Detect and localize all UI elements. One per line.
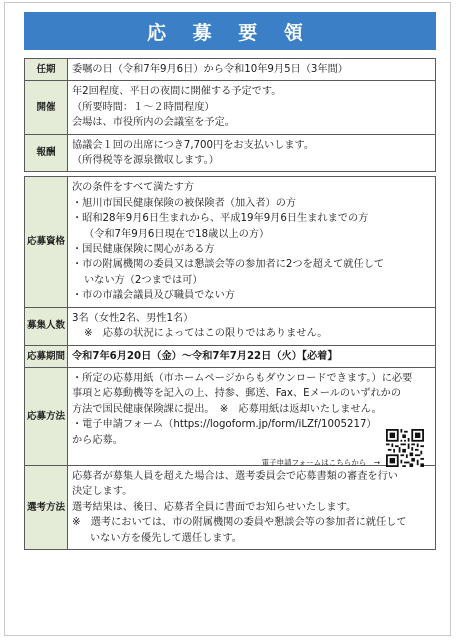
qualification-line: ・旭川市国民健康保険の被保険者（加入者）の方 [72,197,297,209]
row-method [25,367,436,465]
label-meeting: 開催 [25,81,68,134]
method-block [72,371,432,467]
row-meeting [25,81,436,134]
method-line: 方法で国民健康保険課に提出。 ※ 応募用紙は返却いたしません。 [72,403,382,415]
meeting-line: （所要時間：１～２時間程度） [72,101,215,113]
selection-line: いない方を優先して選任します。 [90,532,242,544]
qualification-line: ・昭和28年9月6日生まれから、平成19年9月6日生まれまでの方 [72,213,369,225]
value-qualification [68,177,436,307]
qualification-line: （令和7年9月6日現在で18歳以上の方） [84,228,270,240]
page-title: 応 募 要 領 [24,12,436,50]
value-meeting [68,81,436,134]
label-selection: 選考方法 [25,465,68,549]
row-term [25,59,436,81]
reward-line: 協議会１回の出席につき7,700円をお支払いします。 [72,139,315,151]
qualification-line: 次の条件をすべて満たす方 [72,182,195,194]
value-reward [68,134,436,172]
info-table [24,58,436,550]
value-period [68,345,436,367]
qualification-line: ・国民健康保険に関心がある方 [72,244,215,256]
row-recruit [25,307,436,345]
recruit-line: 3名（女性2名、男性1名） [72,312,194,324]
value-method [68,367,436,465]
term-line: 委嘱の日（令和7年9月6日）から令和10年9月5日（3年間） [72,64,348,75]
method-line: ・所定の応募用紙（市ホームページからもダウンロードできます。）に必要 [72,372,413,384]
qualification-line: ・市の市議会議員及び職員でない方 [72,290,235,302]
value-selection [68,465,436,549]
value-recruit [68,307,436,345]
qr-caption: 電子申請フォームはこちらから → [261,457,380,467]
label-qualification: 応募資格 [25,177,68,307]
period-line: 令和7年6月20日（金）～令和7年7月22日（火）【必着】 [72,350,338,362]
method-line: 事項と応募動機等を記入の上、持参、郵送、Fax、Eメールのいずれかの [72,388,402,400]
qualification-line: ・市の附属機関の委員又は懇談会等の参加者に2つを超えて就任して [72,259,385,271]
label-method: 応募方法 [25,367,68,465]
label-recruit: 募集人数 [25,307,68,345]
row-reward [25,134,436,172]
value-term [68,59,436,81]
method-line: から応募。 [72,434,123,446]
row-qualification [25,177,436,307]
qualification-line: いない方（2つまでは可） [84,274,203,286]
recruit-line: ※ 応募の状況によってはこの限りではありません。 [84,328,328,340]
label-term: 任期 [25,59,68,81]
meeting-line: 会場は、市役所内の会議室を予定。 [72,117,235,129]
selection-line: 応募者が募集人員を超えた場合は、選考委員会で応募書類の審査を行い [72,470,398,482]
selection-line: 選考結果は、後日、応募者全員に書面でお知らせいたします。 [72,501,357,513]
label-period: 応募期間 [25,345,68,367]
row-period [25,345,436,367]
reward-line: （所得税等を源泉徴収します。） [72,155,219,167]
method-line: ・電子申請フォーム（https://logoform.jp/form/iLZf/1005217） [72,419,377,431]
qr-code-icon[interactable] [386,429,424,467]
row-selection [25,465,436,549]
selection-line: ※ 選考においては、市の附属機関の委員や懇談会等の参加者に就任して [72,517,407,529]
label-reward: 報酬 [25,134,68,172]
meeting-line: 年2回程度、平日の夜間に開催する予定です。 [72,86,282,98]
selection-line: 決定します。 [72,486,133,498]
